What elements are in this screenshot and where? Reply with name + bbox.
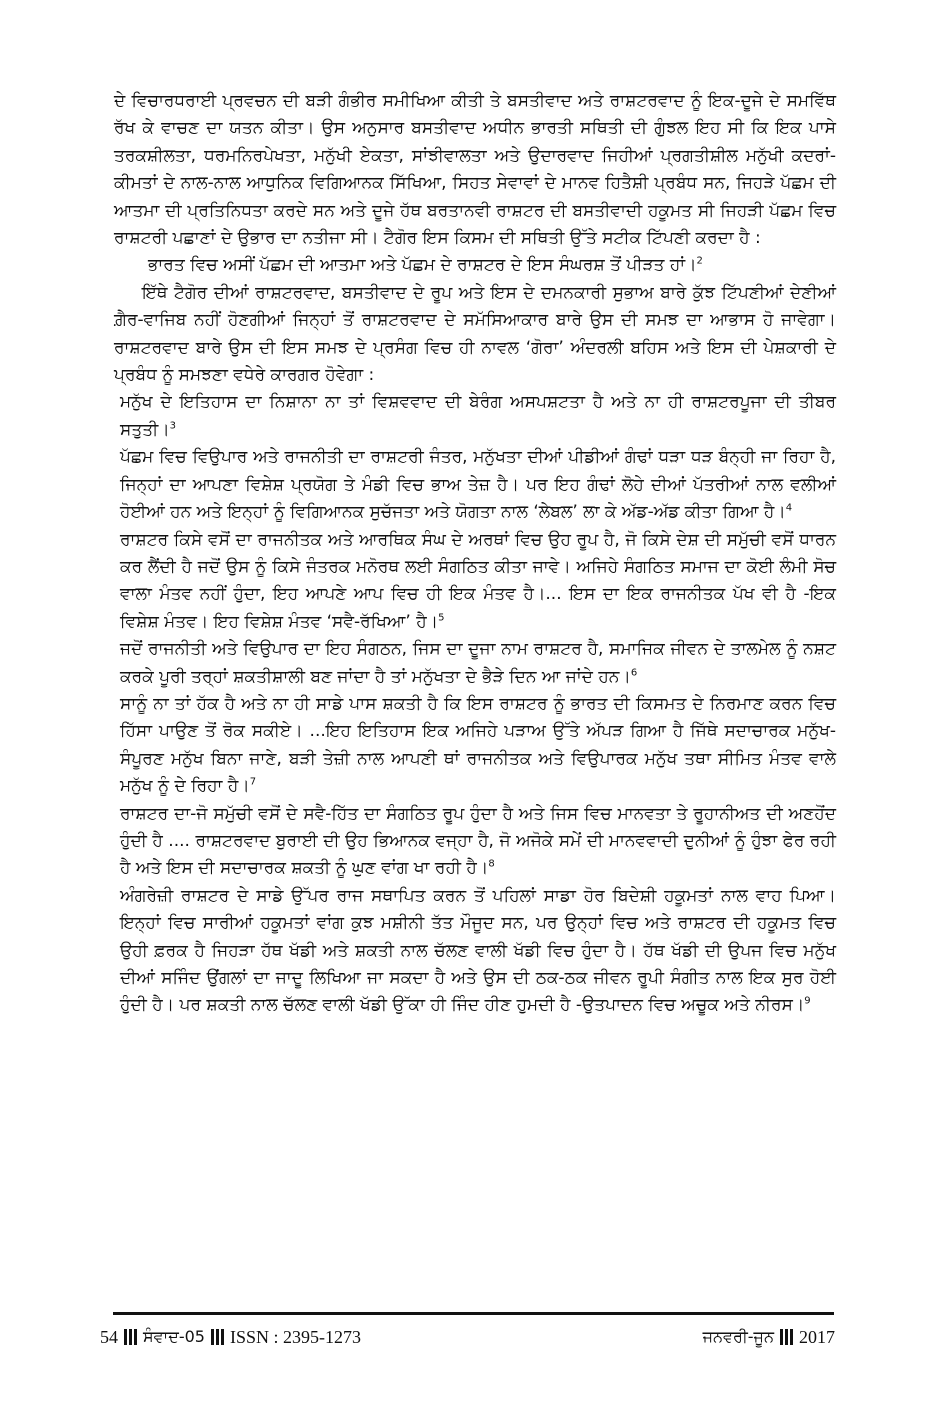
block-quote-1: ਭਾਰਤ ਵਿਚ ਅਸੀਂ ਪੱਛਮ ਦੀ ਆਤਮਾ ਅਤੇ ਪੱਛਮ ਦੇ ਰਾਸ਼ਟਰ ਦੇ ਇਸ ਸੰਘਰਸ਼ ਤੋਂ ਪੀੜਤ ਹਾਂ।$^2$ bbox=[148, 255, 703, 276]
separator-bars-icon bbox=[780, 1329, 793, 1345]
issn-number: ISSN : 2395-1273 bbox=[229, 1326, 361, 1347]
footer-right bbox=[703, 1327, 835, 1348]
footnote-ref-3[interactable]: 3 bbox=[169, 420, 177, 432]
block-quote-7: ਰਾਸ਼ਟਰ ਦਾ-ਜੋ ਸਮੁੱਚੀ ਵਸੋਂ ਦੇ ਸਵੈ-ਹਿੱਤ ਦਾ ਸੰਗਠਿਤ ਰੂਪ ਹੁੰਦਾ ਹੈ ਅਤੇ ਜਿਸ ਵਿਚ ਮਾਨਵਤਾ ਤੇ ਰੂਹਾਨੀਅਤ ਦੀ ਅਣਹੋਂਦ ਹੁੰਦੀ ਹੈ .... ਰਾਸ਼ਟਰਵਾਦ ਬੁਰਾਈ ਦੀ ਉਹ ਭਿਆਨਕ ਵਜ੍ਹਾ ਹੈ, ਜੋ ਅਜੋਕੇ ਸਮੇਂ ਦੀ ਮਾਨਵਵਾਦੀ ਦੁਨੀਆਂ ਨੂੰ ਹੁੰਝਾ ਫੇਰ ਰਹੀ ਹੈ ਅਤੇ ਇਸ ਦੀ ਸਦਾਚਾਰਕ ਸ਼ਕਤੀ ਨੂੰ ਘੁਣ ਵਾਂਗ ਖਾ ਰਹੀ ਹੈ।$^8$ bbox=[120, 803, 836, 879]
block-quote-5: ਜਦੋਂ ਰਾਜਨੀਤੀ ਅਤੇ ਵਿਉਪਾਰ ਦਾ ਇਹ ਸੰਗਠਨ, ਜਿਸ ਦਾ ਦੂਜਾ ਨਾਮ ਰਾਸ਼ਟਰ ਹੈ, ਸਮਾਜਿਕ ਜੀਵਨ ਦੇ ਤਾਲਮੇਲ ਨੂੰ ਨਸ਼ਟ ਕਰਕੇ ਪੂਰੀ ਤਰ੍ਹਾਂ ਸ਼ਕਤੀਸ਼ਾਲੀ ਬਣ ਜਾਂਦਾ ਹੈ ਤਾਂ ਮਨੁੱਖਤਾ ਦੇ ਭੈੜੇ ਦਿਨ ਆ ਜਾਂਦੇ ਹਨ।$^6$ bbox=[120, 639, 836, 687]
footer-divider bbox=[113, 1312, 834, 1315]
separator-bars-icon bbox=[211, 1329, 224, 1345]
journal-name: ਸੰਵਾਦ-05 bbox=[143, 1327, 205, 1346]
footnote-ref-7[interactable]: 7 bbox=[249, 776, 257, 788]
block-quote-6: ਸਾਨੂੰ ਨਾ ਤਾਂ ਹੱਕ ਹੈ ਅਤੇ ਨਾ ਹੀ ਸਾਡੇ ਪਾਸ ਸ਼ਕਤੀ ਹੈ ਕਿ ਇਸ ਰਾਸ਼ਟਰ ਨੂੰ ਭਾਰਤ ਦੀ ਕਿਸਮਤ ਦੇ ਨਿਰਮਾਣ ਕਰਨ ਵਿਚ ਹਿੱਸਾ ਪਾਉਣ ਤੋਂ ਰੋਕ ਸਕੀਏ। ...ਇਹ ਇਤਿਹਾਸ ਇਕ ਅਜਿਹੇ ਪੜਾਅ ਉੱਤੇ ਅੱਪੜ ਗਿਆ ਹੈ ਜਿੱਥੇ ਸਦਾਚਾਰਕ ਮਨੁੱਖ-ਸੰਪੂਰਣ ਮਨੁੱਖ ਬਿਨਾ ਜਾਣੇ, ਬੜੀ ਤੇਜ਼ੀ ਨਾਲ ਆਪਣੀ ਥਾਂ ਰਾਜਨੀਤਕ ਅਤੇ ਵਿਉਪਾਰਕ ਮਨੁੱਖ ਤਥਾ ਸੀਮਿਤ ਮੰਤਵ ਵਾਲੇ ਮਨੁੱਖ ਨੂੰ ਦੇ ਰਿਹਾ ਹੈ।$^7$ bbox=[120, 693, 836, 797]
footnote-ref-6[interactable]: 6 bbox=[630, 666, 638, 678]
block-quote-8: ਅੰਗਰੇਜ਼ੀ ਰਾਸ਼ਟਰ ਦੇ ਸਾਡੇ ਉੱਪਰ ਰਾਜ ਸਥਾਪਿਤ ਕਰਨ ਤੋਂ ਪਹਿਲਾਂ ਸਾਡਾ ਹੋਰ ਬਿਦੇਸ਼ੀ ਹਕੂਮਤਾਂ ਨਾਲ ਵਾਹ ਪਿਆ। ਇਨ੍ਹਾਂ ਵਿਚ ਸਾਰੀਆਂ ਹਕੂਮਤਾਂ ਵਾਂਗ ਕੁਝ ਮਸ਼ੀਨੀ ਤੱਤ ਮੌਜੂਦ ਸਨ, ਪਰ ਉਨ੍ਹਾਂ ਵਿਚ ਅਤੇ ਰਾਸ਼ਟਰ ਦੀ ਹਕੂਮਤ ਵਿਚ ਉਹੀ ਫ਼ਰਕ ਹੈ ਜਿਹੜਾ ਹੱਥ ਖੱਡੀ ਅਤੇ ਸ਼ਕਤੀ ਨਾਲ ਚੱਲਣ ਵਾਲੀ ਖੱਡੀ ਵਿਚ ਹੁੰਦਾ ਹੈ। ਹੱਥ ਖੱਡੀ ਦੀ ਉਪਜ ਵਿਚ ਮਨੁੱਖ ਦੀਆਂ ਸਜਿੰਦ ਉਂਗਲਾਂ ਦਾ ਜਾਦੂ ਲਿਖਿਆ ਜਾ ਸਕਦਾ ਹੈ ਅਤੇ ਉਸ ਦੀ ਠਕ-ਠਕ ਜੀਵਨ ਰੂਪੀ ਸੰਗੀਤ ਨਾਲ ਇਕ ਸੁਰ ਹੋਈ ਹੁੰਦੀ ਹੈ। ਪਰ ਸ਼ਕਤੀ ਨਾਲ ਚੱਲਣ ਵਾਲੀ ਖੱਡੀ ਉੱਕਾ ਹੀ ਜਿੰਦ ਹੀਣ ਹੁਮਦੀ ਹੈ -ਉਤਪਾਦਨ ਵਿਚ ਅਚੂਕ ਅਤੇ ਨੀਰਸ।$^9$ bbox=[120, 885, 836, 1016]
footnote-ref-5[interactable]: 5 bbox=[438, 612, 445, 624]
footnote-ref-2[interactable]: 2 bbox=[696, 255, 703, 267]
issue-year: 2017 bbox=[799, 1326, 835, 1347]
issue-period: ਜਨਵਰੀ-ਜੂਨ bbox=[702, 1327, 774, 1346]
paragraph-1: ਦੇ ਵਿਚਾਰਧਰਾਈ ਪ੍ਰਵਚਨ ਦੀ ਬੜੀ ਗੰਭੀਰ ਸਮੀਖਿਆ ਕੀਤੀ ਤੇ ਬਸਤੀਵਾਦ ਅਤੇ ਰਾਸ਼ਟਰਵਾਦ ਨੂੰ ਇਕ-ਦੂਜੇ ਦੇ ਸਮਵਿੱਥ ਰੱਖ ਕੇ ਵਾਚਣ ਦਾ ਯਤਨ ਕੀਤਾ। ਉਸ ਅਨੁਸਾਰ ਬਸਤੀਵਾਦ ਅਧੀਨ ਭਾਰਤੀ ਸਥਿਤੀ ਦੀ ਗੁੰਝਲ ਇਹ ਸੀ ਕਿ ਇਕ ਪਾਸੇ ਤਰਕਸ਼ੀਲਤਾ, ਧਰਮਨਿਰਪੇਖਤਾ, ਮਨੁੱਖੀ ਏਕਤਾ, ਸਾਂਝੀਵਾਲਤਾ ਅਤੇ ਉਦਾਰਵਾਦ ਜਿਹੀਆਂ ਪ੍ਰਗਤੀਸ਼ੀਲ ਮਨੁੱਖੀ ਕਦਰਾਂ-ਕੀਮਤਾਂ ਦੇ ਨਾਲ-ਨਾਲ ਆਧੁਨਿਕ ਵਿਗਿਆਨਕ ਸਿੱਖਿਆ, ਸਿਹਤ ਸੇਵਾਵਾਂ ਦੇ ਮਾਨਵ ਹਿਤੈਸ਼ੀ ਪ੍ਰਬੰਧ ਸਨ, ਜਿਹੜੇ ਪੱਛਮ ਦੀ ਆਤਮਾ ਦੀ ਪ੍ਰਤਿਨਿਧਤਾ ਕਰਦੇ ਸਨ ਅਤੇ ਦੂਜੇ ਹੱਥ ਬਰਤਾਨਵੀ ਰਾਸ਼ਟਰ ਦੀ ਬਸਤੀਵਾਦੀ ਹਕੂਮਤ ਸੀ ਜਿਹੜੀ ਪੱਛਮ ਵਿਚ ਰਾਸ਼ਟਰੀ ਪਛਾਣਾਂ ਦੇ ਉਭਾਰ ਦਾ ਨਤੀਜਾ ਸੀ। ਟੈਗੋਰ ਇਸ ਕਿਸਮ ਦੀ ਸਥਿਤੀ ਉੱਤੇ ਸਟੀਕ ਟਿੱਪਣੀ ਕਰਦਾ ਹੈ : bbox=[114, 91, 836, 249]
block-quote-4: ਰਾਸ਼ਟਰ ਕਿਸੇ ਵਸੋਂ ਦਾ ਰਾਜਨੀਤਕ ਅਤੇ ਆਰਥਿਕ ਸੰਘ ਦੇ ਅਰਥਾਂ ਵਿਚ ਉਹ ਰੂਪ ਹੈ, ਜੋ ਕਿਸੇ ਦੇਸ਼ ਦੀ ਸਮੁੱਚੀ ਵਸੋਂ ਧਾਰਨ ਕਰ ਲੈਂਦੀ ਹੈ ਜਦੋਂ ਉਸ ਨੂੰ ਕਿਸੇ ਜੰਤਰਕ ਮਨੋਰਥ ਲਈ ਸੰਗਠਿਤ ਕੀਤਾ ਜਾਵੇ। ਅਜਿਹੇ ਸੰਗਠਿਤ ਸਮਾਜ ਦਾ ਕੋਈ ਲੰਮੀ ਸੋਚ ਵਾਲਾ ਮੰਤਵ ਨਹੀਂ ਹੁੰਦਾ, ਇਹ ਆਪਣੇ ਆਪ ਵਿਚ ਹੀ ਇਕ ਮੰਤਵ ਹੈ।... ਇਸ ਦਾ ਇਕ ਰਾਜਨੀਤਕ ਪੱਖ ਵੀ ਹੈ -ਇਕ ਵਿਸ਼ੇਸ਼ ਮੰਤਵ। ਇਹ ਵਿਸ਼ੇਸ਼ ਮੰਤਵ ‘ਸਵੈ-ਰੱਖਿਆ’ ਹੈ।$^5$ bbox=[120, 529, 836, 632]
block-quote-3: ਪੱਛਮ ਵਿਚ ਵਿਉਪਾਰ ਅਤੇ ਰਾਜਨੀਤੀ ਦਾ ਰਾਸ਼ਟਰੀ ਜੰਤਰ, ਮਨੁੱਖਤਾ ਦੀਆਂ ਪੀਡੀਆਂ ਗੰਢਾਂ ਧੜਾ ਧੜ ਬੰਨ੍ਹੀ ਜਾ ਰਿਹਾ ਹੈ, ਜਿਨ੍ਹਾਂ ਦਾ ਆਪਣਾ ਵਿਸ਼ੇਸ਼ ਪ੍ਰਯੋਗ ਤੇ ਮੰਡੀ ਵਿਚ ਭਾਅ ਤੇਜ਼ ਹੈ। ਪਰ ਇਹ ਗੰਢਾਂ ਲੋਹੇ ਦੀਆਂ ਪੱਤਰੀਆਂ ਨਾਲ ਵਲੀਆਂ ਹੋਈਆਂ ਹਨ ਅਤੇ ਇਨ੍ਹਾਂ ਨੂੰ ਵਿਗਿਆਨਕ ਸੁਚੱਜਤਾ ਅਤੇ ਯੋਗਤਾ ਨਾਲ ‘ਲੇਬਲ’ ਲਾ ਕੇ ਅੱਡ-ਅੱਡ ਕੀਤਾ ਗਿਆ ਹੈ।$^4$ bbox=[120, 447, 836, 523]
block-quote-2: ਮਨੁੱਖ ਦੇ ਇਤਿਹਾਸ ਦਾ ਨਿਸ਼ਾਨਾ ਨਾ ਤਾਂ ਵਿਸ਼ਵਵਾਦ ਦੀ ਬੇਰੰਗ ਅਸਪਸ਼ਟਤਾ ਹੈ ਅਤੇ ਨਾ ਹੀ ਰਾਸ਼ਟਰਪੂਜਾ ਦੀ ਤੀਬਰ ਸਤੁਤੀ।$^3$ bbox=[120, 392, 836, 440]
page-footer bbox=[100, 1322, 835, 1352]
page-body bbox=[114, 88, 836, 1020]
page-number: 54 bbox=[100, 1326, 118, 1347]
footnote-ref-8[interactable]: 8 bbox=[488, 858, 495, 870]
footnote-ref-9[interactable]: 9 bbox=[804, 995, 811, 1007]
footer-left bbox=[100, 1327, 361, 1348]
footnote-ref-4[interactable]: 4 bbox=[785, 502, 793, 514]
paragraph-2: ਇੱਥੇ ਟੈਗੋਰ ਦੀਆਂ ਰਾਸ਼ਟਰਵਾਦ, ਬਸਤੀਵਾਦ ਦੇ ਰੂਪ ਅਤੇ ਇਸ ਦੇ ਦਮਨਕਾਰੀ ਸੁਭਾਅ ਬਾਰੇ ਕੁੱਝ ਟਿੱਪਣੀਆਂ ਦੇਣੀਆਂ ਗ਼ੈਰ-ਵਾਜਿਬ ਨਹੀਂ ਹੋਣਗੀਆਂ ਜਿਨ੍ਹਾਂ ਤੋਂ ਰਾਸ਼ਟਰਵਾਦ ਦੇ ਸਮੱਸਿਆਕਾਰ ਬਾਰੇ ਉਸ ਦੀ ਸਮਝ ਦਾ ਆਭਾਸ ਹੋ ਜਾਵੇਗਾ। ਰਾਸ਼ਟਰਵਾਦ ਬਾਰੇ ਉਸ ਦੀ ਇਸ ਸਮਝ ਦੇ ਪ੍ਰਸੰਗ ਵਿਚ ਹੀ ਨਾਵਲ ‘ਗੋਰਾ’ ਅੰਦਰਲੀ ਬਹਿਸ ਅਤੇ ਇਸ ਦੀ ਪੇਸ਼ਕਾਰੀ ਦੇ ਪ੍ਰਬੰਧ ਨੂੰ ਸਮਝਣਾ ਵਧੇਰੇ ਕਾਰਗਰ ਹੋਵੇਗਾ : bbox=[114, 282, 836, 386]
separator-bars-icon bbox=[124, 1329, 137, 1345]
